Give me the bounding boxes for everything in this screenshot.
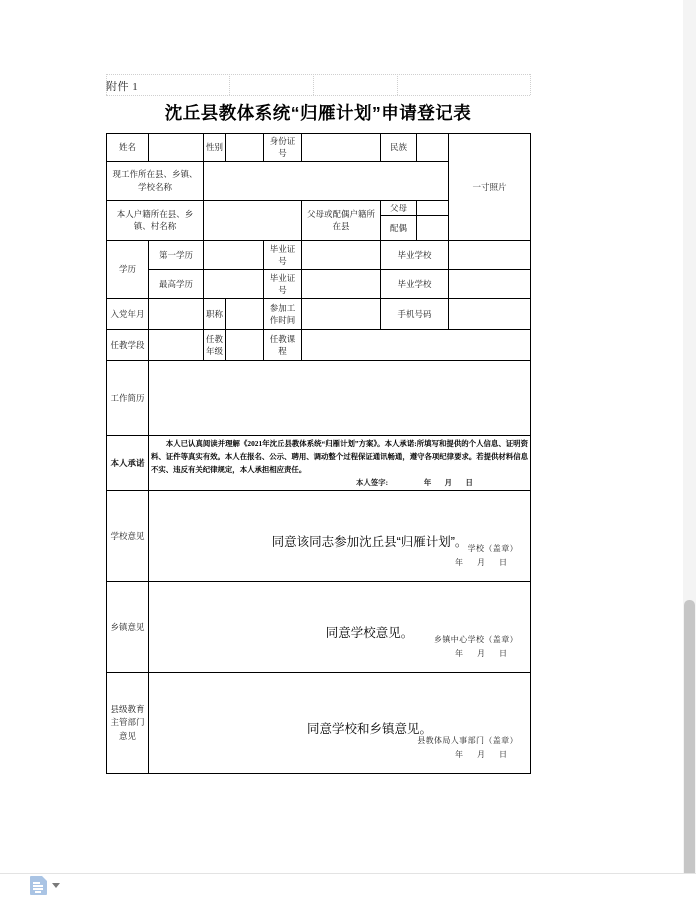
school-seal-label: 学校（盖章） (467, 543, 518, 553)
label-teaching-grade: 任教年级 (204, 329, 226, 360)
guide-line-v2 (229, 74, 230, 95)
table-row-teaching (107, 329, 531, 360)
vertical-scrollbar-thumb[interactable] (684, 600, 695, 880)
input-work-start-time[interactable] (302, 298, 381, 329)
label-parent-or-spouse-household: 父母或配偶户籍所在县 (302, 200, 381, 240)
school-seal-date[interactable]: 年 月 日 (455, 557, 510, 567)
input-spouse-household[interactable] (417, 215, 531, 240)
label-professional-title: 职称 (204, 298, 226, 329)
chevron-down-icon[interactable] (52, 883, 60, 888)
commitment-signature-row (151, 478, 528, 489)
township-opinion-body (149, 581, 531, 672)
label-mobile-number: 手机号码 (381, 298, 449, 329)
input-professional-title[interactable] (226, 298, 264, 329)
input-id-number[interactable] (302, 134, 381, 162)
table-row-highest-degree (107, 269, 531, 298)
school-opinion-body (149, 490, 531, 581)
input-teaching-stage[interactable] (149, 329, 204, 360)
label-work-start-time: 参加工作时间 (264, 298, 302, 329)
label-diploma-number-first: 毕业证号 (264, 240, 302, 269)
label-teaching-stage: 任教学段 (107, 329, 149, 360)
input-gender[interactable] (226, 134, 264, 162)
label-current-work-place: 现工作所在县、乡镇、学校名称 (107, 161, 204, 200)
label-first-degree: 第一学历 (149, 240, 204, 269)
input-current-work-place[interactable] (204, 161, 449, 200)
input-diploma-number-first[interactable] (302, 240, 381, 269)
table-row-commitment (107, 435, 531, 490)
label-party-join-date: 入党年月 (107, 298, 149, 329)
input-household-place[interactable] (204, 200, 302, 240)
label-diploma-number-highest: 毕业证号 (264, 269, 302, 298)
label-teaching-course: 任教课程 (264, 329, 302, 360)
label-school-opinion: 学校意见 (107, 490, 149, 581)
input-party-join-date[interactable] (149, 298, 204, 329)
township-seal-date[interactable]: 年 月 日 (455, 648, 510, 658)
label-ethnicity: 民族 (381, 134, 417, 162)
label-commitment: 本人承诺 (107, 435, 149, 490)
document-mode-control[interactable] (30, 876, 60, 895)
label-name: 姓名 (107, 134, 149, 162)
input-ethnicity[interactable] (417, 134, 449, 162)
label-spouse: 配偶 (381, 215, 417, 240)
attachment-label: 附件 1 (106, 81, 139, 93)
table-row-first-degree (107, 240, 531, 269)
table-row-party-title (107, 298, 531, 329)
guide-line-v4 (397, 74, 398, 95)
label-gender: 性别 (204, 134, 226, 162)
document-icon[interactable] (30, 876, 47, 895)
commitment-text: 本人已认真阅读并理解《2021年沈丘县教体系统“归雁计划”方案》。本人承诺:所填写和提供的个人信息、证明资料、证件等真实有效。本人在报名、公示、聘用、调动整个过程保证通讯畅通，遵守各项纪律要求。若提供材料信息不实、违反有关纪律规定，本人承担相应责任。 (151, 438, 528, 474)
label-graduation-school-highest: 毕业学校 (381, 269, 449, 298)
table-row-township-opinion (107, 581, 531, 672)
guide-line-top (106, 74, 530, 75)
input-graduation-school-highest[interactable] (449, 269, 531, 298)
table-row-work-resume (107, 360, 531, 435)
input-graduation-school-first[interactable] (449, 240, 531, 269)
input-highest-degree[interactable] (204, 269, 264, 298)
commitment-body (149, 435, 531, 490)
input-first-degree[interactable] (204, 240, 264, 269)
input-teaching-grade[interactable] (226, 329, 264, 360)
township-seal-label: 乡镇中心学校（盖章） (434, 634, 518, 644)
county-opinion-text: 同意学校和乡镇意见。 (306, 721, 432, 736)
label-highest-degree: 最高学历 (149, 269, 204, 298)
bottom-toolbar (0, 873, 696, 901)
label-graduation-school-first: 毕业学校 (381, 240, 449, 269)
label-work-resume: 工作简历 (107, 360, 149, 435)
page-title: 沈丘县教体系统“归雁计划”申请登记表 (164, 103, 472, 123)
input-parent-household[interactable] (417, 200, 531, 215)
table-row-county-opinion (107, 672, 531, 773)
commitment-signature-label: 本人签字: (356, 477, 389, 487)
label-parent: 父母 (381, 200, 417, 215)
label-county-opinion: 县级教育主管部门意见 (107, 672, 149, 773)
input-diploma-number-highest[interactable] (302, 269, 381, 298)
input-name[interactable] (149, 134, 204, 162)
photo-placeholder: 一寸照片 (449, 134, 531, 241)
label-id-number: 身份证号 (264, 134, 302, 162)
label-education: 学历 (107, 240, 149, 298)
township-opinion-text: 同意学校意见。 (325, 625, 414, 640)
guide-line-mid (106, 95, 530, 96)
label-township-opinion: 乡镇意见 (107, 581, 149, 672)
vertical-scrollbar-track[interactable] (683, 0, 696, 900)
table-row-school-opinion (107, 490, 531, 581)
commitment-date-label[interactable]: 年 月 日 (423, 477, 476, 487)
county-seal-date[interactable]: 年 月 日 (455, 749, 510, 759)
county-seal-label: 县教体局人事部门（盖章） (417, 735, 518, 745)
table-row-household-parent (107, 200, 531, 215)
application-form-table (106, 133, 531, 774)
input-mobile-number[interactable] (449, 298, 531, 329)
county-opinion-body (149, 672, 531, 773)
input-work-resume[interactable] (149, 360, 531, 435)
label-household-place: 本人户籍所在县、乡镇、村名称 (107, 200, 204, 240)
input-teaching-course[interactable] (302, 329, 531, 360)
table-row-identity (107, 134, 531, 162)
guide-line-v3 (313, 74, 314, 95)
guide-line-v5 (530, 74, 531, 95)
school-opinion-text: 同意该同志参加沈丘县“归雁计划”。 (271, 534, 468, 549)
